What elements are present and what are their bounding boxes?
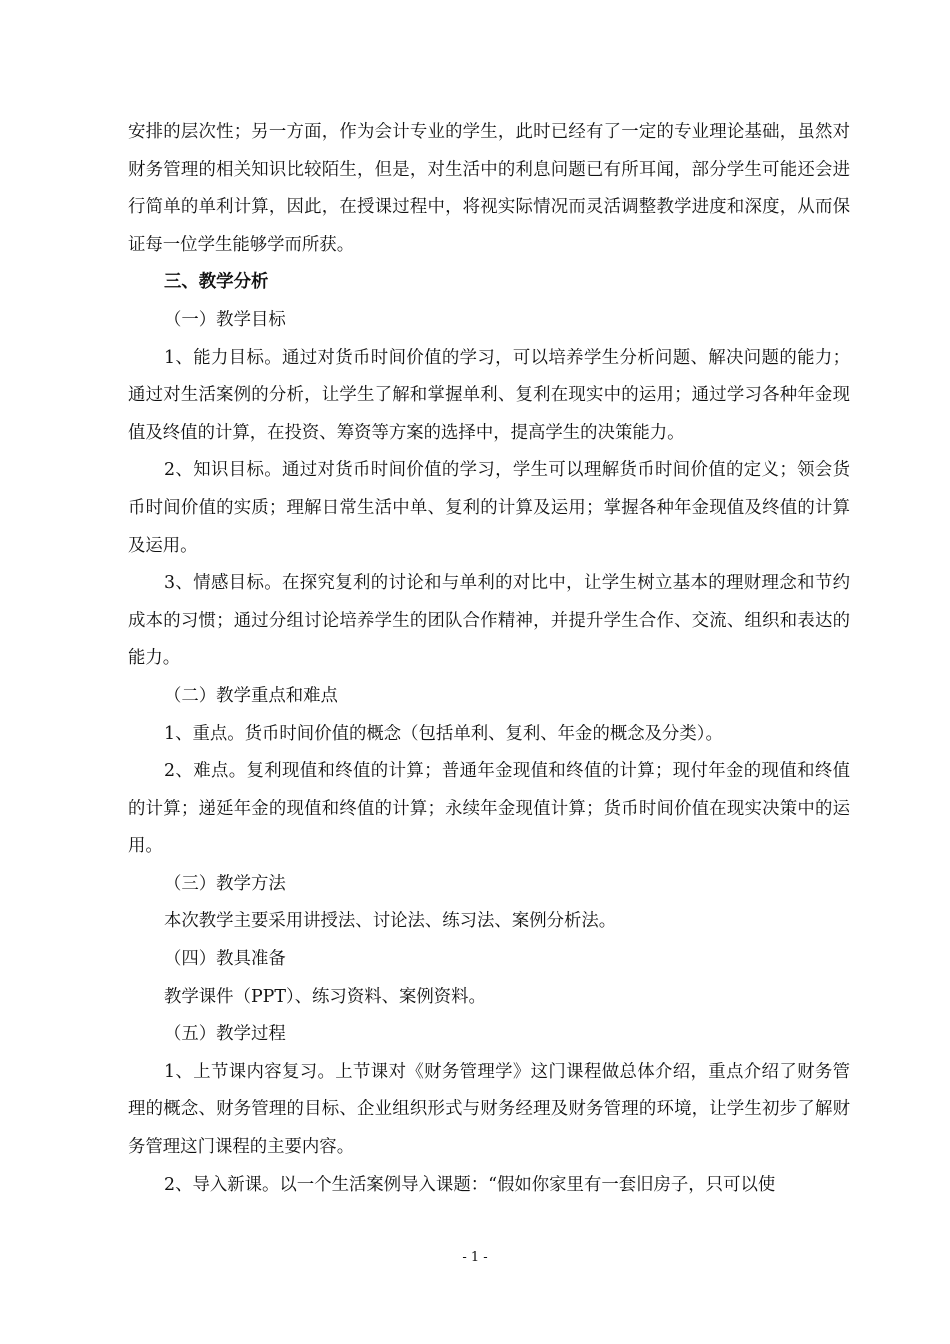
paragraph-difficult-point: 2、难点。复利现值和终值的计算；普通年金现值和终值的计算；现付年金的现值和终值的计算；递延年金的现值和终值的计算；永续年金现值计算；货币时间价值在现实决策中的运用。 bbox=[128, 761, 850, 857]
paragraph-key-point: 1、重点。货币时间价值的概念（包括单利、复利、年金的概念及分类）。 bbox=[164, 723, 723, 744]
section-heading-teaching-analysis: 三、教学分析 bbox=[164, 272, 269, 293]
paragraph-continuation: 安排的层次性；另一方面，作为会计专业的学生，此时已经有了一定的专业理论基础，虽然对财务管理的相关知识比较陌生，但是，对生活中的利息问题已有所耳闻，部分学生可能还会进行简单的单利计算，因此，在授课过程中，将视实际情况而灵活调整教学进度和深度，从而保证每一位学生能够学而所获。 bbox=[128, 122, 850, 255]
paragraph-knowledge-goal: 2、知识目标。通过对货币时间价值的学习，学生可以理解货币时间价值的定义；领会货币时间价值的实质；理解日常生活中单、复利的计算及运用；掌握各种年金现值及终值的计算及运用。 bbox=[128, 460, 850, 556]
paragraph-previous-lesson-review: 1、上节课内容复习。上节课对《财务管理学》这门课程做总体介绍，重点介绍了财务管理的概念、财务管理的目标、企业组织形式与财务经理及财务管理的环境，让学生初步了解财务管理这门课程的主要内容。 bbox=[128, 1061, 850, 1158]
subheading-key-and-difficult-points: （二）教学重点和难点 bbox=[164, 685, 338, 706]
paragraph-emotion-goal: 3、情感目标。在探究复利的讨论和与单利的对比中，让学生树立基本的理财理念和节约成本的习惯；通过分组讨论培养学生的团队合作精神，并提升学生合作、交流、组织和表达的能力。 bbox=[128, 573, 850, 669]
paragraph-teaching-methods: 本次教学主要采用讲授法、讨论法、练习法、案例分析法。 bbox=[164, 911, 617, 932]
page-number: - 1 - bbox=[462, 1250, 488, 1265]
subheading-teaching-goals: （一）教学目标 bbox=[164, 309, 286, 330]
subheading-teaching-methods: （三）教学方法 bbox=[164, 873, 286, 894]
subheading-teaching-aids: （四）教具准备 bbox=[164, 949, 286, 970]
paragraph-teaching-aids: 教学课件（PPT）、练习资料、案例资料。 bbox=[164, 986, 486, 1007]
paragraph-ability-goal: 1、能力目标。通过对货币时间价值的学习，可以培养学生分析问题、解决问题的能力；通过对生活案例的分析，让学生了解和掌握单利、复利在现实中的运用；通过学习各种年金现值及终值的计算，在投资、筹资等方案的选择中，提高学生的决策能力。 bbox=[128, 347, 850, 443]
subheading-teaching-process: （五）教学过程 bbox=[164, 1024, 286, 1045]
paragraph-new-lesson-intro: 2、导入新课。以一个生活案例导入课题：“假如你家里有一套旧房子，只可以使 bbox=[164, 1174, 776, 1195]
document-body bbox=[128, 114, 850, 1204]
